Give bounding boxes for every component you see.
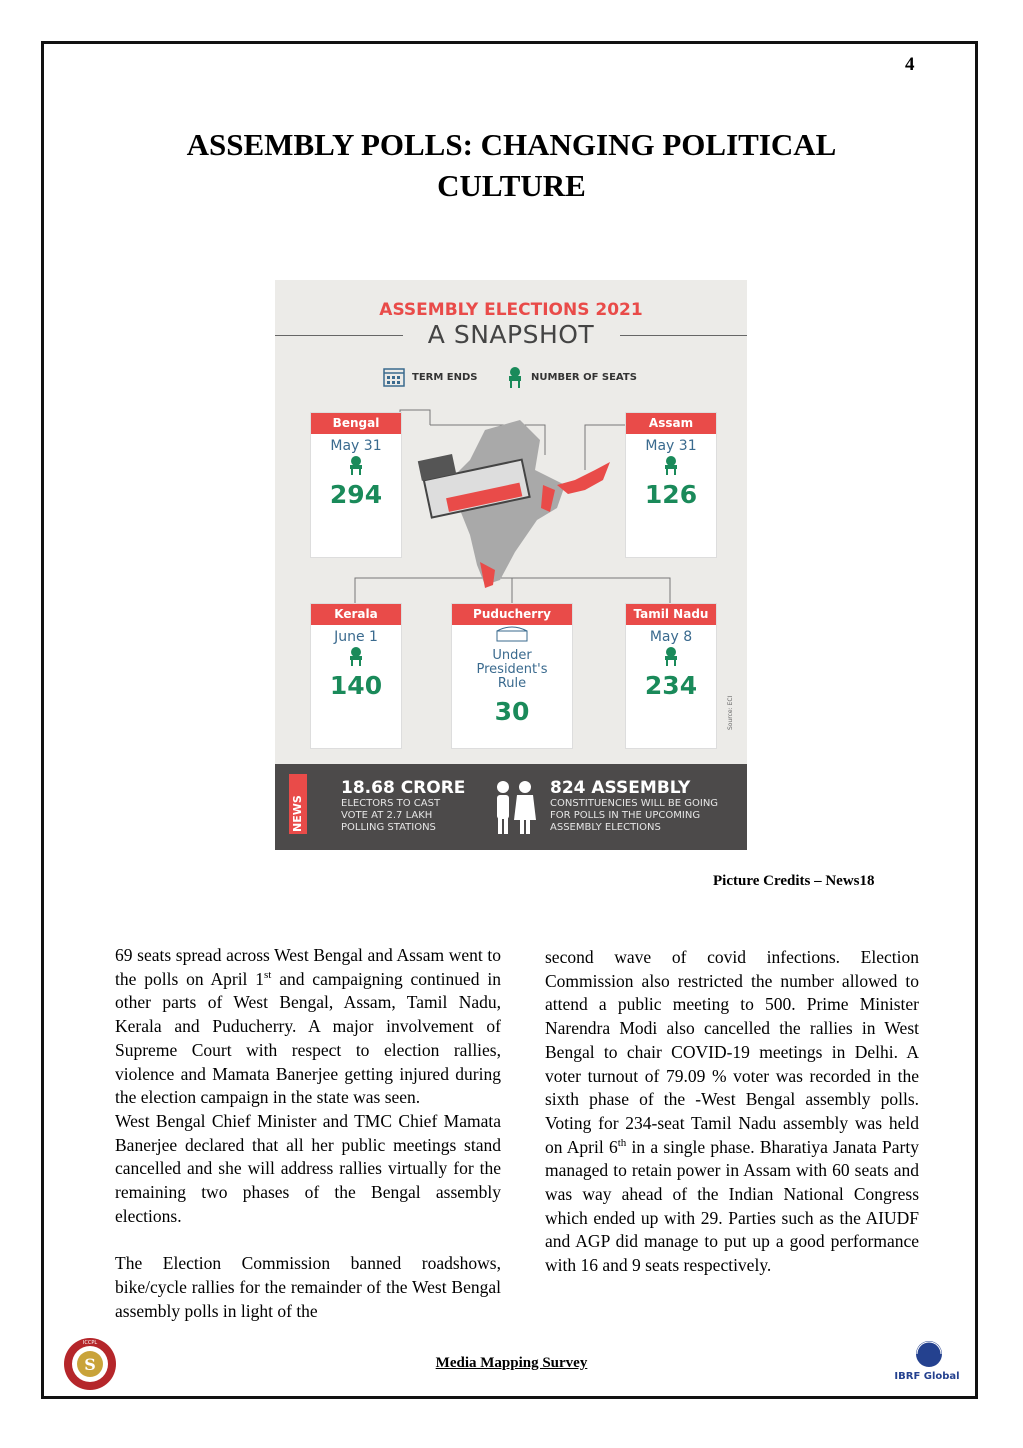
- term-end-date: May 8: [649, 629, 693, 645]
- title-line-1: ASSEMBLY POLLS: CHANGING POLITICAL: [186, 127, 837, 162]
- term-end-date: June 1: [334, 629, 378, 645]
- svg-text:S: S: [84, 1355, 96, 1374]
- state-card-assam: [625, 412, 717, 558]
- status-line-1: Under: [492, 648, 532, 663]
- state-card-kerala: [310, 603, 402, 749]
- electors-line-3: POLLING STATIONS: [341, 822, 436, 833]
- source-note: Source: ECI: [727, 695, 734, 730]
- parliament-icon: [452, 625, 572, 645]
- chair-icon: [311, 454, 401, 476]
- seat-count: 294: [329, 480, 383, 509]
- paragraph: West Bengal Chief Minister and TMC Chief Mamata Banerjee declared that all her public meetings stand cancelled and she will address rallies virtually for the remaining two phases of the Bengal assembly elections.: [115, 1110, 501, 1226]
- term-end-date: May 31: [645, 438, 697, 454]
- ibrf-global-logo: [894, 1339, 960, 1391]
- paragraph: second wave of covid infections. Election Commission also restricted the number allowed to attend a public meeting to 500. Prime Minister Narendra Modi also cancelled the rallies in West Bengal to chair COVID-19 meetings in Delhi. A voter turnout of 79.09 % voter was recorded in the sixth phase of the -West Bengal assembly polls. Voting for 234-seat Tamil Nadu assembly was held on April 6th in a single phase. Bharatiya Janata Party managed to retain power in Assam with 60 seats and was way ahead of the Indian National Congress which ended up with 29. Parties such as the AIUDF and AGP did manage to put up a good performance with 16 and 9 seats respectively.: [545, 947, 919, 1276]
- chair-icon: [626, 454, 716, 476]
- assembly-line-3: ASSEMBLY ELECTIONS: [550, 822, 661, 833]
- seat-count: 234: [644, 671, 698, 700]
- page-title: [150, 124, 873, 206]
- infographic: [275, 280, 747, 850]
- assembly-line-1: CONSTITUENCIES WILL BE GOING: [550, 798, 719, 809]
- chair-icon: [626, 645, 716, 667]
- electors-line-1: ELECTORS TO CAST: [341, 798, 441, 809]
- left-column: [115, 944, 501, 1323]
- status-line-2: President's: [476, 662, 548, 677]
- seat-count: 30: [494, 697, 530, 726]
- voters-icon: [490, 780, 538, 836]
- state-name: Kerala: [311, 604, 401, 625]
- svg-text:IBRF Global: IBRF Global: [894, 1371, 960, 1382]
- status-line-3: Rule: [497, 676, 527, 691]
- footer-title: Media Mapping Survey: [435, 1355, 588, 1371]
- state-card-bengal: [310, 412, 402, 558]
- state-name: Bengal: [311, 413, 401, 434]
- page-number: 4: [905, 54, 915, 75]
- assembly-line-2: FOR POLLS IN THE UPCOMING: [550, 810, 701, 821]
- legend-term-ends: TERM ENDS: [412, 372, 478, 383]
- infographic-subtitle: A SNAPSHOT: [427, 320, 595, 349]
- paragraph: 69 seats spread across West Bengal and Assam went to the polls on April 1st and campaigning continued in other parts of West Bengal, Assam, Tamil Nadu, Kerala and Puducherry. A major involvement of Supreme Court with respect to election rallies, violence and Mamata Banerjee getting injured during the election campaign in the state was seen.: [115, 945, 502, 1108]
- state-name: Tamil Nadu: [626, 604, 716, 625]
- state-name: Puducherry: [452, 604, 572, 625]
- assembly-count: 824 ASSEMBLY: [550, 778, 691, 798]
- electors-line-2: VOTE AT 2.7 LAKH: [341, 810, 433, 821]
- infographic-title: ASSEMBLY ELECTIONS 2021: [379, 300, 643, 320]
- state-card-tamil-nadu: [625, 603, 717, 749]
- right-column: [545, 946, 919, 1278]
- term-end-date: May 31: [330, 438, 382, 454]
- seat-count: 140: [329, 671, 383, 700]
- state-card-puducherry: [451, 603, 573, 749]
- svg-text:ICCPL: ICCPL: [82, 1340, 98, 1346]
- news-logo: NEWS: [289, 774, 307, 834]
- picture-credits: Picture Credits – News18: [713, 873, 875, 889]
- electors-count: 18.68 CRORE: [341, 778, 466, 798]
- title-line-2: CULTURE: [437, 168, 586, 203]
- paragraph: The Election Commission banned roadshows, bike/cycle rallies for the remainder of the West Bengal assembly polls in light of the: [115, 1253, 501, 1321]
- state-name: Assam: [626, 413, 716, 434]
- legend-number-of-seats: NUMBER OF SEATS: [531, 372, 637, 383]
- iccpl-logo: [63, 1337, 117, 1391]
- seat-count: 126: [644, 480, 698, 509]
- summary-bar: [275, 764, 747, 850]
- chair-icon: [311, 645, 401, 667]
